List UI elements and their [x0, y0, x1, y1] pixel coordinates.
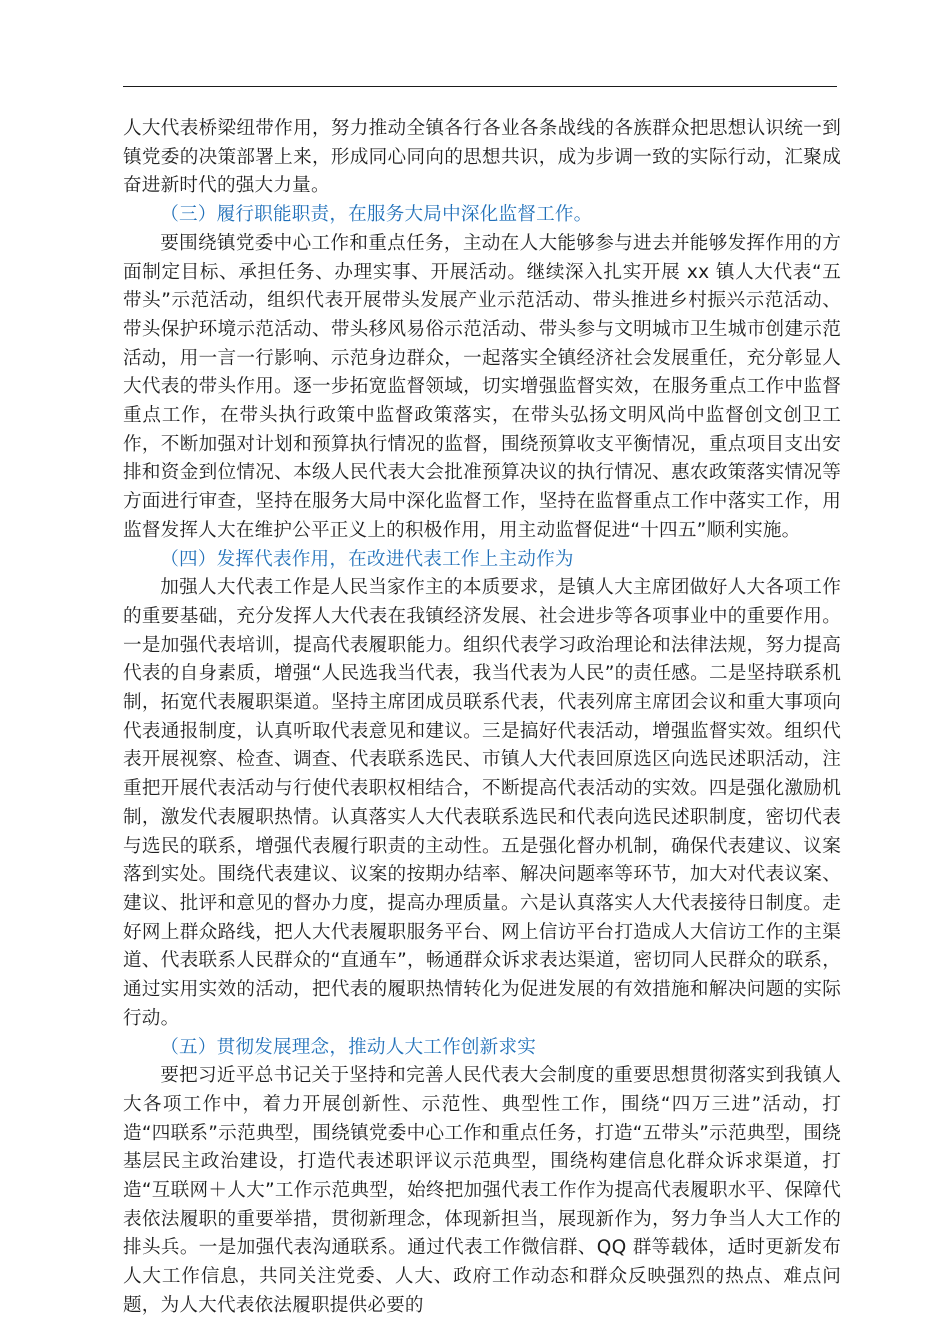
header-rule [123, 86, 837, 87]
section-heading-5: （五）贯彻发展理念，推动人大工作创新求实 [160, 1036, 537, 1058]
paragraph-section-3: 要围绕镇党委中心工作和重点任务，主动在人大能够参与进去并能够发挥作用的方面制定目标、承担任务、办理实事、开展活动。继续深入扎实开展 xx 镇人大代表“五带头”示范活动，组织代表开展带头发展产业示范活动、带头推进乡村振兴示范活动、带头保护环境示范活动、带头移风易俗示范活动、带头参与文明城市卫生城市创建示范活动，用一言一行影响、示范身边群众，一起落实全镇经济社会发展重任，充分彰显人大代表的带头作用。逐一步拓宽监督领域，切实增强监督实效，在服务重点工作中监督重点工作，在带头执行政策中监督政策落实，在带头弘扬文明风尚中监督创文创卫工作，不断加强对计划和预算执行情况的监督，围绕预算收支平衡情况，重点项目支出安排和资金到位情况、本级人民代表大会批准预算决议的执行情况、惠农政策落实情况等方面进行审查，坚持在服务大局中深化监督工作，坚持在监督重点工作中落实工作，用监督发挥人大在维护公平正义上的积极作用，用主动监督促进“十四五”顺利实施。 [123, 232, 841, 541]
paragraph-section-5: 要把习近平总书记关于坚持和完善人民代表大会制度的重要思想贯彻落实到我镇人大各项工作中，着力开展创新性、示范性、典型性工作，围绕“四万三进”活动，打造“四联系”示范典型，围绕镇党委中心工作和重点任务，打造“五带头”示范典型，围绕基层民主政治建设，打造代表述职评议示范典型，围绕构建信息化群众诉求渠道，打造“互联网＋人大”工作示范典型，始终把加强代表工作作为提高代表履职水平、保障代表依法履职的重要举措，贯彻新理念，体现新担当，展现新作为，努力争当人大工作的排头兵。一是加强代表沟通联系。通过代表工作微信群、QQ 群等载体，适时更新发布人大工作信息，共同关注党委、人大、政府工作动态和群众反映强烈的热点、难点问题，为人大代表依法履职提供必要的 [123, 1065, 841, 1316]
paragraph-continuation: 人大代表桥梁纽带作用，努力推动全镇各行各业各条战线的各族群众把思想认识统一到镇党委的决策部署上来，形成同心同向的思想共识，成为步调一致的实际行动，汇聚成奋进新时代的强大力量。 [123, 118, 841, 197]
section-heading-3: （三）履行职能职责，在服务大局中深化监督工作。 [160, 204, 593, 226]
section-heading-4: （四）发挥代表作用，在改进代表工作上主动作为 [160, 548, 574, 570]
document-body [123, 115, 841, 1321]
paragraph-section-4: 加强人大代表工作是人民当家作主的本质要求，是镇人大主席团做好人大各项工作的重要基础，充分发挥人大代表在我镇经济发展、社会进步等各项事业中的重要作用。一是加强代表培训，提高代表履职能力。组织代表学习政治理论和法律法规，努力提高代表的自身素质，增强“人民选我当代表，我当代表为人民”的责任感。二是坚持联系机制，拓宽代表履职渠道。坚持主席团成员联系代表，代表列席主席团会议和重大事项向代表通报制度，认真听取代表意见和建议。三是搞好代表活动，增强监督实效。组织代表开展视察、检查、调查、代表联系选民、市镇人大代表回原选区向选民述职活动，注重把开展代表活动与行使代表职权相结合，不断提高代表活动的实效。四是强化激励机制，激发代表履职热情。认真落实人大代表联系选民和代表向选民述职制度，密切代表与选民的联系，增强代表履行职责的主动性。五是强化督办机制，确保代表建议、议案落到实处。围绕代表建议、议案的按期办结率、解决问题率等环节，加大对代表议案、建议、批评和意见的督办力度，提高办理质量。六是认真落实人大代表接待日制度。走好网上群众路线，把人大代表履职服务平台、网上信访平台打造成人大信访工作的主渠道、代表联系人民群众的“直通车”，畅通群众诉求表达渠道，密切同人民群众的联系，通过实用实效的活动，把代表的履职热情转化为促进发展的有效措施和解决问题的实际行动。 [123, 577, 841, 1029]
